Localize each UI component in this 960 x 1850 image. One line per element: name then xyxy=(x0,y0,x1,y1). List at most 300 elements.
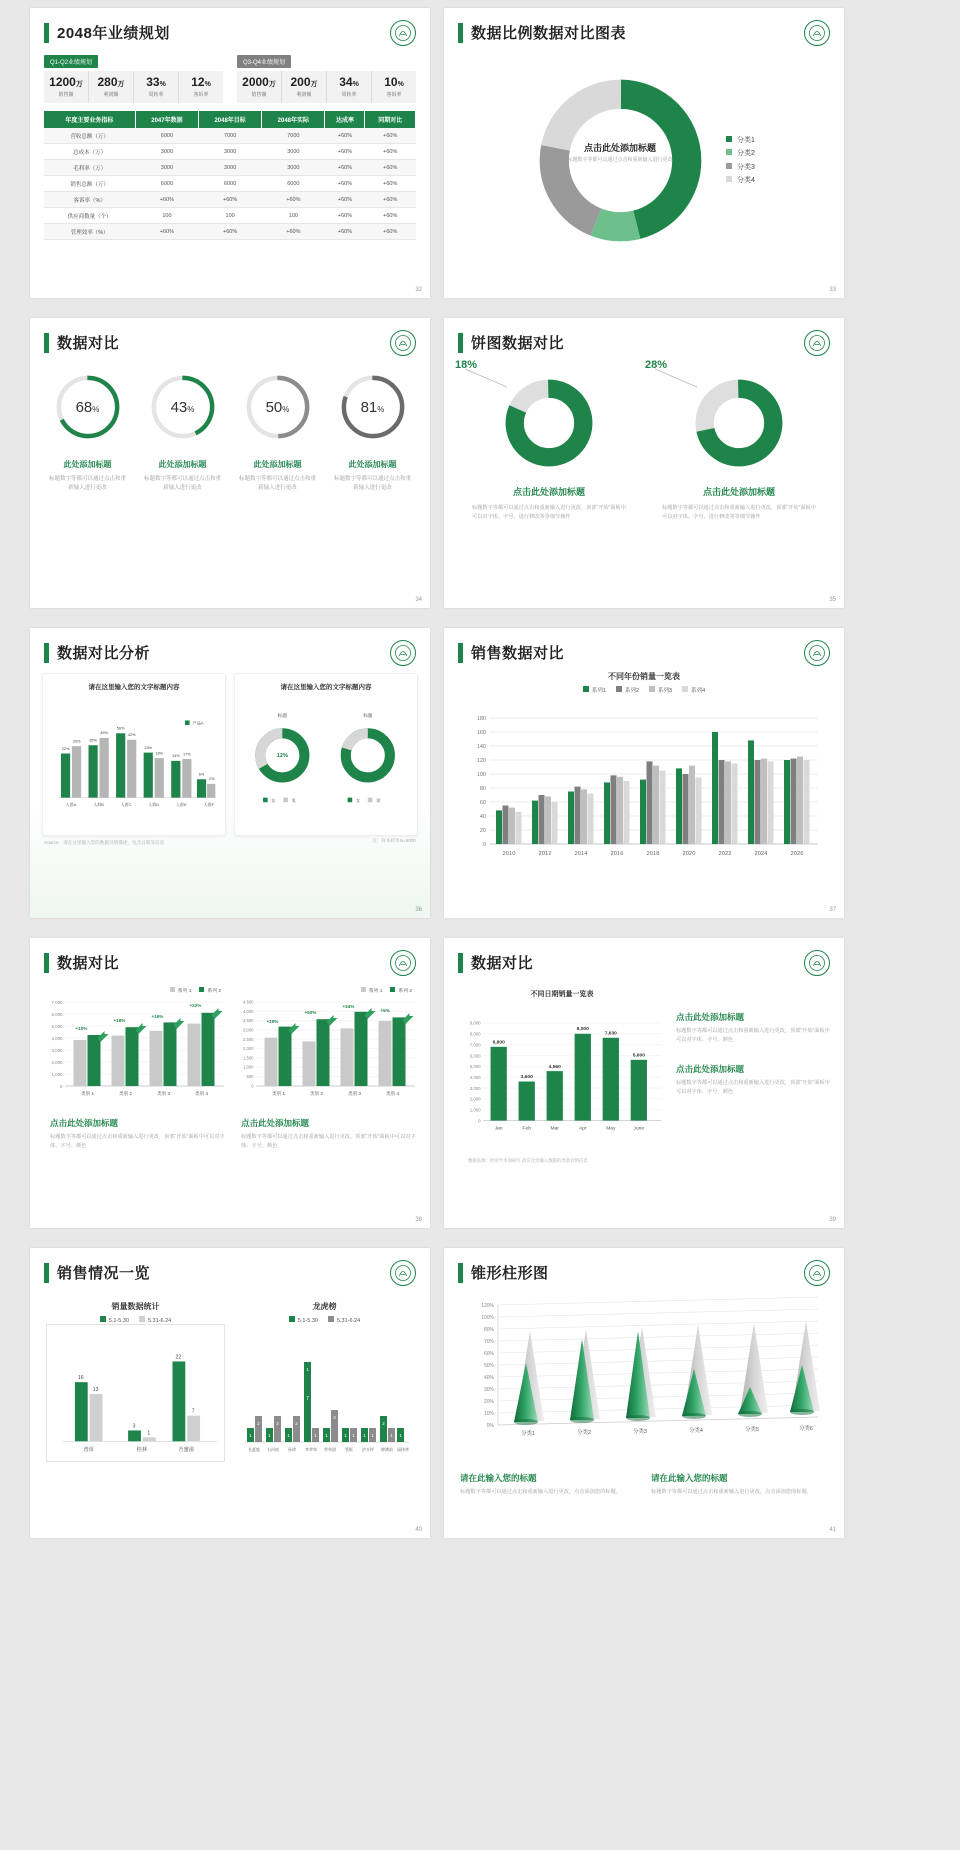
cell: 总成本（万） xyxy=(44,144,135,160)
cell: +60% xyxy=(365,176,416,192)
block-text: 标题数字等都可以通过点击和重新输入进行更改，点击添加您的标题。 xyxy=(651,1489,812,1495)
svg-text:+10%: +10% xyxy=(75,1026,88,1031)
legend-label: 5.1-5.30 xyxy=(297,1318,318,1324)
svg-text:12%: 12% xyxy=(276,753,288,760)
legend-label: 系列 2 xyxy=(207,989,221,994)
svg-text:8,000: 8,000 xyxy=(469,1031,481,1037)
title-accent-bar xyxy=(44,23,49,43)
x-tick: May xyxy=(606,1126,616,1132)
card-title: 请在这里输入您的文字标题内容 xyxy=(88,684,180,691)
cell: +60% xyxy=(365,128,416,144)
legend-swatch-icon xyxy=(726,149,732,155)
sales-stat-chart xyxy=(46,1301,225,1467)
cell: 管理效率（%） xyxy=(44,224,135,240)
x-tick: 分类6 xyxy=(799,1426,813,1432)
svg-text:9,000: 9,000 xyxy=(469,1020,481,1026)
cell: 7000 xyxy=(262,128,325,144)
legend-item xyxy=(328,1316,360,1324)
legend-label: 系列3 xyxy=(658,688,673,694)
data-label: 22 xyxy=(175,1354,182,1361)
x-tick: 管框 xyxy=(345,1447,353,1452)
slide-number: 41 xyxy=(829,1527,836,1533)
legend-item xyxy=(583,686,606,694)
cell: +60% xyxy=(365,144,416,160)
title-accent-bar xyxy=(44,953,49,973)
page-title: 2048年业绩规划 xyxy=(57,25,170,42)
slide-36 xyxy=(30,628,430,918)
data-label: 3,600 xyxy=(520,1075,533,1081)
x-tick: 类别 3 xyxy=(347,1091,362,1096)
data-label: 8,000 xyxy=(576,1027,589,1033)
x-tick: 2014 xyxy=(574,851,588,857)
data-label: 1 xyxy=(147,1430,151,1437)
page-title: 饼图数据对比 xyxy=(471,335,565,352)
cell: 3000 xyxy=(135,160,198,176)
legend-label: 系列2 xyxy=(624,688,639,694)
svg-text:80: 80 xyxy=(479,786,486,792)
svg-text:1: 1 xyxy=(399,1433,402,1438)
pie-text: 标题数字等都可以通过点击和重新输入进行更改，顶部“开始”面板中可以对字体、字号、进行修改等等细节操作 xyxy=(662,505,816,520)
table-row xyxy=(44,144,416,160)
svg-text:3,000: 3,000 xyxy=(51,1048,63,1053)
legend-label: 5.1-5.30 xyxy=(108,1318,129,1324)
kpi-value: 2000 xyxy=(242,75,269,89)
svg-text:7,000: 7,000 xyxy=(51,1000,63,1005)
kpi-unit: 万 xyxy=(310,81,318,88)
svg-text:男: 男 xyxy=(376,797,381,803)
ring-text: 标题数字等都可以通过点击和重新输入进行更改 xyxy=(333,476,411,491)
x-tick: 类别 1 xyxy=(80,1091,95,1096)
donut-chart xyxy=(533,73,708,248)
x-tick: 园伟华 xyxy=(397,1447,409,1452)
ring-text: 标题数字等都可以通过点击和重新输入进行更改 xyxy=(238,476,316,491)
page-title: 数据对比 xyxy=(57,335,120,352)
svg-text:30%: 30% xyxy=(483,1387,494,1393)
page-title: 销售情况一览 xyxy=(57,1265,151,1282)
column-header: 2048年目标 xyxy=(199,111,262,128)
kpi-label: 周转率 xyxy=(148,92,164,98)
svg-text:1: 1 xyxy=(314,1433,317,1438)
svg-text:+50%: +50% xyxy=(304,1010,317,1015)
svg-text:3: 3 xyxy=(333,1415,336,1420)
data-label: 3 xyxy=(132,1423,136,1430)
svg-text:3,000: 3,000 xyxy=(469,1085,481,1091)
svg-text:40%: 40% xyxy=(483,1375,494,1381)
table-row xyxy=(44,192,416,208)
svg-text:+18%: +18% xyxy=(113,1018,126,1023)
block-caption: 点击此处添加标题 xyxy=(241,1118,310,1128)
svg-text:50%: 50% xyxy=(483,1363,494,1369)
svg-text:1,000: 1,000 xyxy=(469,1107,481,1113)
svg-text:0: 0 xyxy=(60,1084,63,1089)
svg-text:1: 1 xyxy=(390,1433,393,1438)
kpi-unit: % xyxy=(352,81,359,88)
legend-label: 分类3 xyxy=(737,163,755,171)
page-title: 销售数据对比 xyxy=(471,645,565,662)
cell: 6000 xyxy=(262,176,325,192)
pie-percent: 28% xyxy=(645,359,668,371)
svg-text:2: 2 xyxy=(295,1421,298,1426)
legend-label: 分类4 xyxy=(737,176,755,184)
svg-text:4,000: 4,000 xyxy=(51,1036,63,1041)
cell: 毛利率（万） xyxy=(44,160,135,176)
svg-text:10%: 10% xyxy=(483,1411,494,1417)
donut-chart-area xyxy=(444,43,844,278)
legend-label: 系列4 xyxy=(691,688,706,694)
svg-text:0%: 0% xyxy=(486,1423,494,1429)
kpi-label: 周转率 xyxy=(341,92,357,98)
x-tick: 分类1 xyxy=(521,1431,535,1437)
cell: +60% xyxy=(365,160,416,176)
logo-icon xyxy=(390,330,416,356)
svg-text:1: 1 xyxy=(371,1433,374,1438)
svg-text:70%: 70% xyxy=(483,1339,494,1345)
legend-item xyxy=(289,1316,318,1324)
chart-legend xyxy=(726,134,755,187)
legend-item xyxy=(199,987,221,994)
legend-item xyxy=(139,1316,171,1324)
x-tick: 2026 xyxy=(790,851,804,857)
svg-text:3,000: 3,000 xyxy=(243,1027,254,1033)
svg-text:2%: 2% xyxy=(208,777,215,782)
x-tick: 类别 4 xyxy=(194,1091,209,1096)
svg-text:人群F: 人群F xyxy=(203,801,215,807)
text-blocks xyxy=(676,989,830,1164)
donut-center-subtitle: 标题数字等都可以通过点击和重新输入进行更改 xyxy=(567,157,673,163)
x-tick: 2020 xyxy=(682,851,696,857)
cell: +60% xyxy=(365,208,416,224)
legend-label: 系列 1 xyxy=(368,989,383,994)
slide-32 xyxy=(30,8,430,298)
cell: 3000 xyxy=(199,160,262,176)
progress-ring-item: 81% 此处添加标题 标题数字等都可以通过点击和重新输入进行更改 xyxy=(330,371,416,493)
svg-text:1: 1 xyxy=(287,1433,290,1438)
cell: +60% xyxy=(325,144,365,160)
svg-text:35%: 35% xyxy=(89,738,97,743)
chart-title: 不同日期销量一览表 xyxy=(530,991,594,998)
legend-item xyxy=(726,174,755,187)
kpi-cell xyxy=(327,71,372,103)
legend-label: 产品A xyxy=(192,720,204,726)
svg-text:7: 7 xyxy=(306,1396,309,1402)
block-caption: 请在此输入您的标题 xyxy=(651,1473,728,1483)
legend-label: 5.31-6.24 xyxy=(147,1318,172,1324)
cell: 3000 xyxy=(135,144,198,160)
svg-text:2,500: 2,500 xyxy=(243,1036,254,1042)
x-tick: Jan xyxy=(494,1126,503,1132)
cell: 6000 xyxy=(135,176,198,192)
legend-label: 系列 2 xyxy=(398,989,412,994)
text-block xyxy=(460,1472,637,1497)
logo-icon xyxy=(804,20,830,46)
kpi-group-q3q4 xyxy=(237,51,416,103)
slide-number: 35 xyxy=(829,597,836,603)
svg-text:1: 1 xyxy=(344,1433,347,1438)
legend-label: 分类1 xyxy=(737,136,755,144)
logo-icon xyxy=(804,1260,830,1286)
progress-ring-item: 68% 此处添加标题 标题数字等都可以通过点击和重新输入进行更改 xyxy=(45,371,131,493)
x-tick: Mar xyxy=(550,1126,559,1132)
svg-text:49%: 49% xyxy=(100,731,108,736)
x-tick: 2022 xyxy=(718,851,732,857)
svg-text:2,000: 2,000 xyxy=(243,1046,254,1052)
cell: 3000 xyxy=(262,160,325,176)
x-tick: 长夏庭 xyxy=(248,1447,260,1452)
ring-percent: 68 xyxy=(75,398,93,416)
svg-text:500: 500 xyxy=(246,1074,254,1079)
cell: 销售总额（万） xyxy=(44,176,135,192)
kpi-label: 销售额 xyxy=(251,92,267,98)
svg-text:33%: 33% xyxy=(72,739,81,744)
legend-item xyxy=(390,987,412,994)
block-text: 标题数字等都可以通过点击和重新输入进行更改，顶部“开始”面板中可以对字体、字号、颜色 xyxy=(675,1079,830,1095)
svg-text:人群B: 人群B xyxy=(93,801,105,807)
x-tick: 分类2 xyxy=(577,1430,591,1436)
kpi-unit: 万 xyxy=(75,81,83,88)
kpi-cell xyxy=(282,71,327,103)
card-title: 请在这里输入您的文字标题内容 xyxy=(280,684,372,691)
kpi-label: 客诉率 xyxy=(193,92,209,98)
svg-text:6,000: 6,000 xyxy=(469,1053,481,1059)
cell: +60% xyxy=(325,128,365,144)
kpi-value: 10 xyxy=(384,75,398,89)
x-tick: 2018 xyxy=(646,851,660,857)
ring-caption: 此处添加标题 xyxy=(348,460,397,469)
block-text: 标题数字等都可以通过点击和重新输入进行更改，点击添加您的标题。 xyxy=(460,1489,621,1495)
block-caption: 点击此处添加标题 xyxy=(675,1063,744,1074)
data-label: 7,630 xyxy=(604,1031,617,1037)
slide-header xyxy=(30,8,430,43)
cell: +60% xyxy=(325,192,365,208)
slide-number: 39 xyxy=(829,1217,836,1223)
svg-text:20: 20 xyxy=(479,828,486,834)
svg-text:1: 1 xyxy=(325,1433,328,1438)
slide-38 xyxy=(30,938,430,1228)
cell: +60% xyxy=(199,192,262,208)
x-tick: 类别 3 xyxy=(156,1091,171,1096)
logo-icon xyxy=(390,640,416,666)
cell: 100 xyxy=(199,208,262,224)
chart-legend xyxy=(444,686,844,694)
metrics-table xyxy=(44,111,416,240)
x-tick: June xyxy=(633,1126,645,1132)
svg-text:1: 1 xyxy=(363,1433,366,1438)
legend-label: 5.31-6.24 xyxy=(336,1318,361,1324)
legend-item xyxy=(100,1316,129,1324)
legend-swatch-icon xyxy=(726,176,732,182)
svg-text:0: 0 xyxy=(478,1118,481,1124)
svg-text:14%: 14% xyxy=(171,754,180,759)
column-header: 2048年实际 xyxy=(262,111,325,128)
ring-caption: 此处添加标题 xyxy=(253,460,302,469)
pie-item xyxy=(454,359,644,521)
data-label: 7 xyxy=(191,1408,195,1415)
svg-text:20%: 20% xyxy=(483,1399,494,1405)
sales-bar-chart xyxy=(458,698,828,883)
page-title: 数据对比分析 xyxy=(57,645,151,662)
column-header: 2047年数据 xyxy=(135,111,198,128)
kpi-value: 33 xyxy=(146,75,160,89)
x-tick: 类别 4 xyxy=(385,1091,400,1096)
kpi-tag: Q1-Q2业绩规划 xyxy=(44,55,98,68)
ring-percent: 50 xyxy=(265,398,283,416)
svg-text:+5%: +5% xyxy=(380,1008,390,1013)
title-accent-bar xyxy=(44,1263,49,1283)
cell: +60% xyxy=(199,224,262,240)
slide-number: 40 xyxy=(415,1527,422,1533)
title-accent-bar xyxy=(458,643,463,663)
svg-text:6,000: 6,000 xyxy=(51,1012,63,1017)
column-header: 达成率 xyxy=(325,111,365,128)
svg-text:17%: 17% xyxy=(182,752,191,757)
cell: 6000 xyxy=(199,176,262,192)
ring-caption: 此处添加标题 xyxy=(158,460,207,469)
title-accent-bar xyxy=(458,23,463,43)
legend-item xyxy=(616,686,639,694)
x-tick: 吾蜜滋 xyxy=(178,1447,195,1454)
chart-legend xyxy=(46,1316,225,1324)
legend-item xyxy=(726,147,755,160)
logo-icon xyxy=(804,330,830,356)
ring-text: 标题数字等都可以通过点击和重新输入进行更改 xyxy=(48,476,126,491)
cell: 供应商数量（个） xyxy=(44,208,135,224)
progress-ring-item: 43% 此处添加标题 标题数字等都可以通过点击和重新输入进行更改 xyxy=(140,371,226,493)
cell: +60% xyxy=(325,208,365,224)
kpi-cell xyxy=(372,71,416,103)
slide-37 xyxy=(444,628,844,918)
block-caption: 点击此处添加标题 xyxy=(675,1012,744,1022)
table-row xyxy=(44,208,416,224)
slide-number: 32 xyxy=(415,287,422,293)
slide-number: 36 xyxy=(415,907,422,913)
block-text: 标题数字等都可以通过点击和重新输入进行更改，顶部“开始”面板中可以对字体、字号、颜色 xyxy=(675,1028,830,1043)
slide-number: 38 xyxy=(415,1217,422,1223)
ring-text: 标题数字等都可以通过点击和重新输入进行更改 xyxy=(143,476,221,491)
svg-text:180: 180 xyxy=(476,716,486,722)
ring-percent: 81 xyxy=(360,398,378,416)
block-text: 标题数字等都可以通过点击和重新输入进行更改，顶部“开始”面板中可以对字体、字号、颜色 xyxy=(241,1134,416,1149)
kpi-label: 销售额 xyxy=(58,92,74,98)
svg-text:18%: 18% xyxy=(155,751,164,756)
kpi-unit: 万 xyxy=(117,81,125,88)
column-header: 同期对比 xyxy=(365,111,416,128)
block-caption: 点击此处添加标题 xyxy=(50,1118,119,1128)
kpi-value: 200 xyxy=(290,75,311,89)
kpi-value: 1200 xyxy=(49,75,76,89)
table-row xyxy=(44,128,416,144)
data-label: 5,600 xyxy=(632,1053,645,1059)
x-tick: 2012 xyxy=(538,851,552,857)
cell: +60% xyxy=(325,176,365,192)
cell: +60% xyxy=(325,224,365,240)
sample-note: 注：样本样本N=9000 xyxy=(372,838,416,843)
kpi-groups xyxy=(30,43,430,103)
svg-text:人群D: 人群D xyxy=(148,801,160,807)
block-caption: 请在此输入您的标题 xyxy=(460,1473,537,1483)
x-tick: Apr xyxy=(578,1126,587,1132)
svg-text:2: 2 xyxy=(276,1421,279,1426)
kpi-cell xyxy=(44,71,89,103)
cell: 3000 xyxy=(199,144,262,160)
legend-label: 系列 1 xyxy=(177,989,192,994)
kpi-cell xyxy=(89,71,134,103)
svg-text:2,000: 2,000 xyxy=(469,1096,481,1102)
page-title: 锥形柱形图 xyxy=(471,1265,549,1282)
kpi-label: 利润额 xyxy=(296,92,312,98)
pie-percent: 18% xyxy=(455,359,478,371)
x-tick: 苹草团 xyxy=(324,1447,336,1452)
bar-chart-card xyxy=(42,673,226,836)
x-tick: 2016 xyxy=(610,851,624,857)
cone-chart xyxy=(458,1291,828,1461)
svg-text:0: 0 xyxy=(482,842,486,848)
pie-caption: 点击此处添加标题 xyxy=(702,487,775,497)
slide-number: 34 xyxy=(415,597,422,603)
chart-title: 不同年份销量一览表 xyxy=(608,672,680,681)
monthly-sales-chart xyxy=(458,989,666,1164)
x-tick: 分类4 xyxy=(689,1428,703,1434)
x-tick: 类别 2 xyxy=(309,1091,324,1096)
block-text: 标题数字等都可以通过点击和重新输入进行更改，顶部“开始”面板中可以对字体、字号、颜色 xyxy=(50,1134,225,1149)
page-title: 数据对比 xyxy=(57,955,120,972)
table-row xyxy=(44,160,416,176)
svg-text:+34%: +34% xyxy=(342,1004,355,1009)
kpi-unit: % xyxy=(204,81,211,88)
data-label: 13 xyxy=(92,1387,99,1394)
legend-label: 分类2 xyxy=(737,150,755,158)
svg-text:80%: 80% xyxy=(483,1327,494,1333)
kpi-value: 12 xyxy=(191,75,205,89)
table-row xyxy=(44,176,416,192)
x-tick: 2010 xyxy=(502,851,516,857)
slide-number: 37 xyxy=(829,907,836,913)
kpi-cell xyxy=(134,71,179,103)
legend-item xyxy=(726,134,755,147)
svg-text:3,500: 3,500 xyxy=(243,1018,254,1024)
title-accent-bar xyxy=(44,333,49,353)
chart-title: 龙虎榜 xyxy=(312,1302,337,1311)
data-label: 6,800 xyxy=(492,1040,505,1046)
ring-caption: 此处添加标题 xyxy=(63,460,112,469)
pie-comparison xyxy=(444,353,844,521)
svg-text:1,500: 1,500 xyxy=(243,1055,254,1061)
svg-text:1,000: 1,000 xyxy=(243,1064,254,1070)
column-header: 年度主要业务指标 xyxy=(44,111,135,128)
data-label: 4,560 xyxy=(548,1065,561,1071)
progress-ring-item: 50% 此处添加标题 标题数字等都可以通过点击和重新输入进行更改 xyxy=(235,371,321,493)
x-tick: 钟潭前 xyxy=(381,1447,393,1452)
page-title: 数据比例数据对比图表 xyxy=(471,25,627,42)
svg-text:1: 1 xyxy=(352,1433,355,1438)
kpi-value: 34 xyxy=(339,75,353,89)
page-title: 数据对比 xyxy=(471,955,534,972)
donut-chart-card xyxy=(234,673,418,836)
legend-swatch-icon xyxy=(726,163,732,169)
svg-text:160: 160 xyxy=(476,730,486,736)
text-block xyxy=(676,1063,830,1097)
svg-text:1,000: 1,000 xyxy=(51,1072,63,1077)
svg-text:女: 女 xyxy=(271,797,276,803)
legend-item xyxy=(726,161,755,174)
grouped-bar-chart xyxy=(49,697,219,822)
title-accent-bar xyxy=(458,953,463,973)
slide-41 xyxy=(444,1248,844,1538)
legend-item xyxy=(649,686,672,694)
svg-text:40: 40 xyxy=(479,814,486,820)
donut-label: 标题 xyxy=(277,712,287,718)
kpi-label: 客诉率 xyxy=(386,92,402,98)
svg-text:100%: 100% xyxy=(481,1315,494,1321)
